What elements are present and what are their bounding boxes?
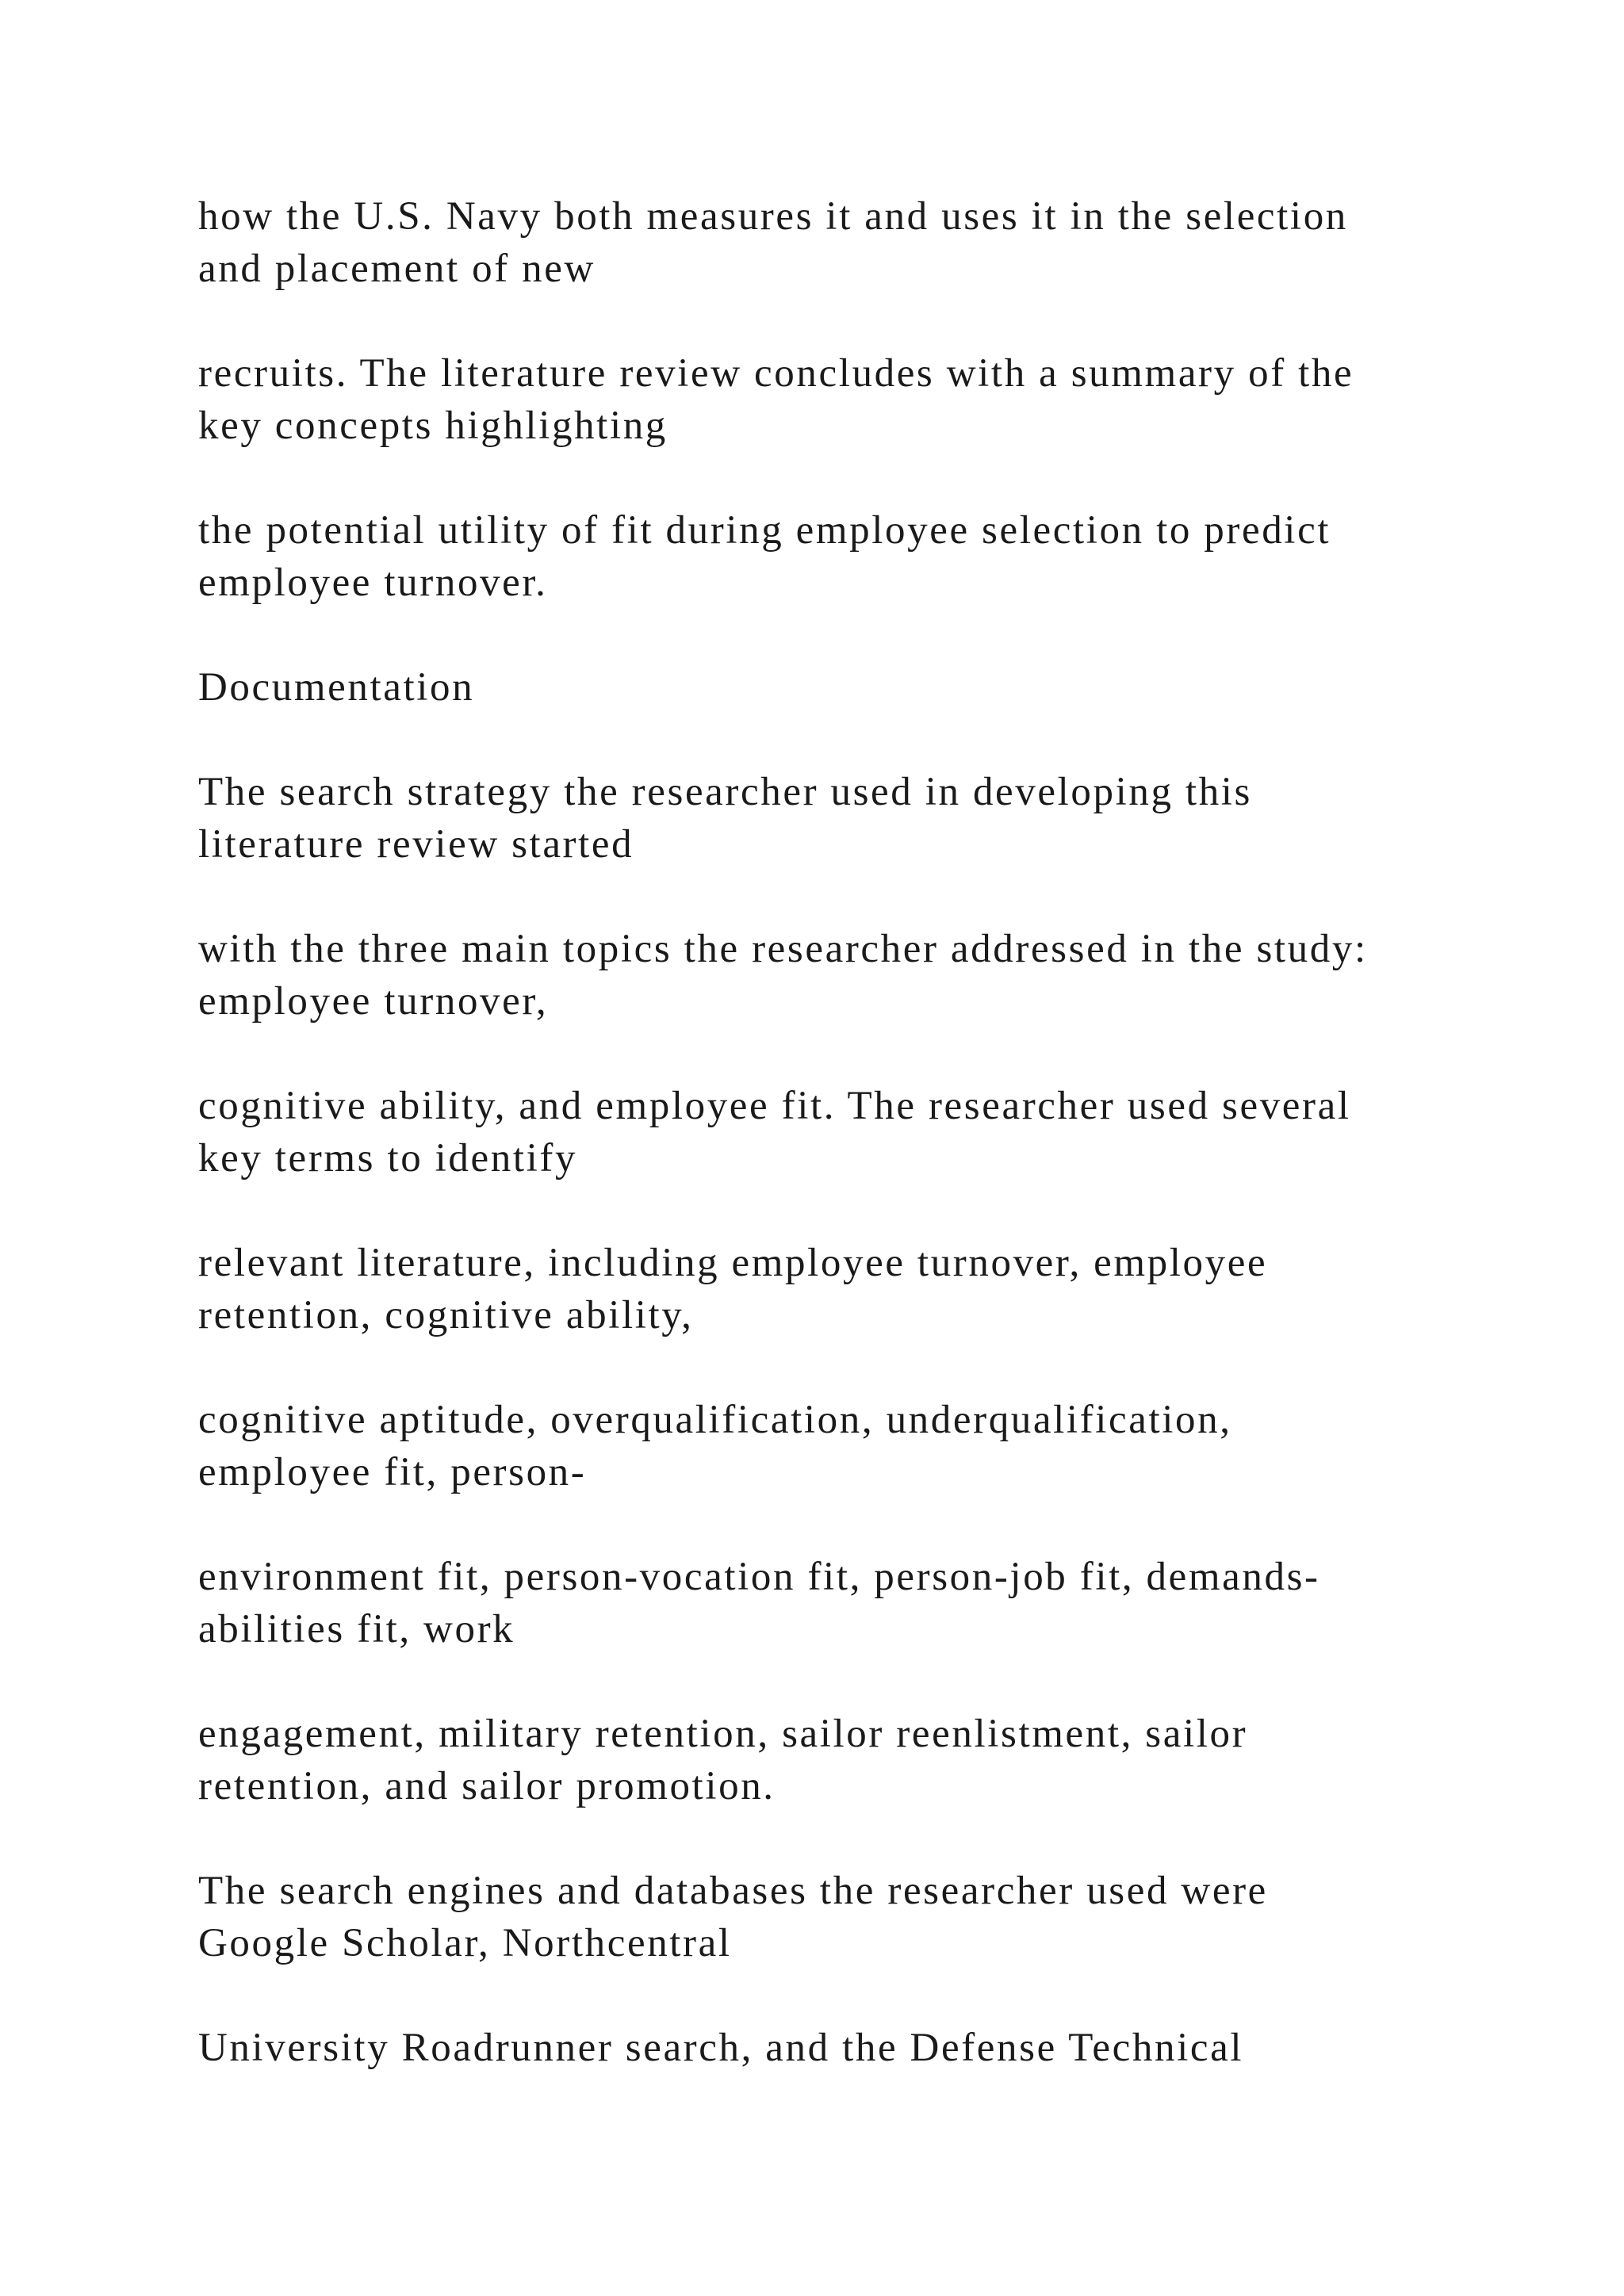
paragraph-line: engagement, military retention, sailor reenlistment, sailor	[198, 1712, 1248, 1756]
paragraph-line: environment fit, person-vocation fit, person-job fit, demands-	[198, 1555, 1320, 1599]
heading-text: Documentation	[198, 665, 475, 710]
document-body	[198, 190, 1515, 2126]
paragraph-cognitive-aptitude	[198, 1394, 1515, 1498]
paragraph-line: how the U.S. Navy both measures it and uses it in the selection	[198, 194, 1348, 239]
paragraph-line: employee turnover.	[198, 561, 548, 605]
paragraph-line: retention, cognitive ability,	[198, 1293, 694, 1337]
paragraph-line: The search strategy the researcher used in developing this	[198, 770, 1253, 814]
paragraph-engagement	[198, 1708, 1515, 1812]
paragraph-line: employee fit, person-	[198, 1450, 587, 1494]
section-heading-documentation	[198, 661, 1515, 714]
paragraph-line: Google Scholar, Northcentral	[198, 1921, 732, 1965]
paragraph-line: University Roadrunner search, and the Defense Technical	[198, 2026, 1244, 2070]
paragraph-line: and placement of new	[198, 247, 596, 291]
paragraph-environment-fit	[198, 1551, 1515, 1655]
paragraph-navy-measures	[198, 190, 1515, 295]
paragraph-key-terms	[198, 1080, 1515, 1184]
paragraph-line: the potential utility of fit during employee selection to predict	[198, 508, 1331, 553]
paragraph-search-engines	[198, 1865, 1515, 1969]
paragraph-search-strategy	[198, 766, 1515, 871]
paragraph-line: employee turnover,	[198, 979, 549, 1024]
paragraph-utility-of-fit	[198, 504, 1515, 609]
paragraph-line: abilities fit, work	[198, 1607, 515, 1651]
paragraph-line: key terms to identify	[198, 1136, 578, 1181]
paragraph-main-topics	[198, 923, 1515, 1027]
paragraph-line: The search engines and databases the researcher used were	[198, 1869, 1268, 1913]
paragraph-roadrunner	[198, 2022, 1515, 2074]
paragraph-line: cognitive aptitude, overqualification, underqualification,	[198, 1398, 1232, 1442]
paragraph-line: literature review started	[198, 822, 634, 867]
paragraph-line: recruits. The literature review concludes with a summary of the	[198, 351, 1354, 396]
paragraph-review-conclusion	[198, 347, 1515, 452]
paragraph-line: retention, and sailor promotion.	[198, 1764, 776, 1808]
paragraph-relevant-literature	[198, 1237, 1515, 1341]
paragraph-line: relevant literature, including employee turnover, employee	[198, 1241, 1268, 1285]
paragraph-line: cognitive ability, and employee fit. The researcher used several	[198, 1084, 1351, 1128]
paragraph-line: with the three main topics the researcher addressed in the study:	[198, 927, 1368, 971]
paragraph-line: key concepts highlighting	[198, 404, 668, 448]
